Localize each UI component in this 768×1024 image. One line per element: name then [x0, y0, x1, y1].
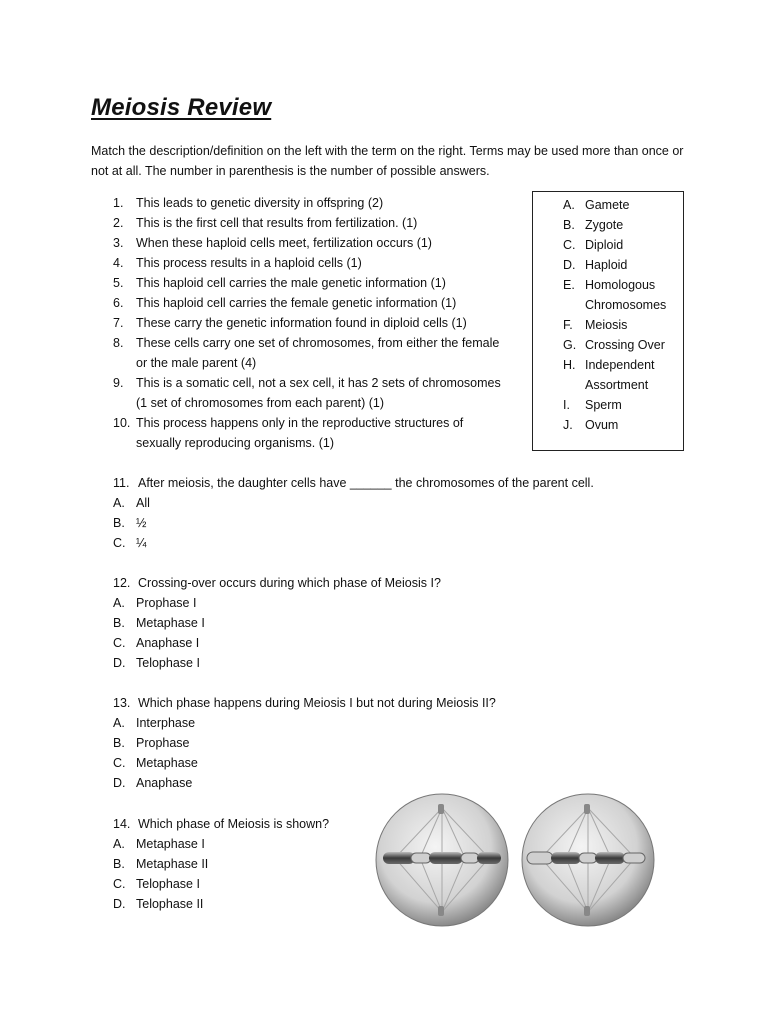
term-text: Zygote — [585, 218, 624, 232]
term-text: Sperm — [585, 398, 622, 412]
term-letter: B. — [563, 218, 575, 232]
option-text: ½ — [136, 516, 147, 530]
question-text: Which phase of Meiosis is shown? — [138, 817, 330, 831]
question-number: 13. — [113, 696, 131, 710]
term-letter: J. — [563, 418, 573, 432]
item-text: These carry the genetic information found in diploid cells (1) — [136, 316, 467, 330]
option-text: Anaphase — [136, 776, 193, 790]
item-number: 10. — [113, 416, 131, 430]
option-text: Telophase I — [136, 877, 200, 891]
item-text: (1 set of chromosomes from each parent) (1) — [136, 396, 385, 410]
option-text: Prophase I — [136, 596, 197, 610]
term-letter: E. — [563, 278, 575, 292]
option-text: ¼ — [136, 536, 147, 550]
option-text: Metaphase II — [136, 857, 209, 871]
term-text: Independent — [585, 358, 655, 372]
option-text: Metaphase I — [136, 616, 205, 630]
item-text: This process happens only in the reproductive structures of — [136, 416, 464, 430]
term-letter: A. — [563, 198, 575, 212]
page-title: Meiosis Review — [91, 94, 272, 121]
option-letter: A. — [113, 716, 125, 730]
option-text: Metaphase — [136, 756, 198, 770]
term-letter: D. — [563, 258, 576, 272]
instructions: Match the description/definition on the left with the term on the right. Terms may be used more than once or not at all. The number in parenthesis is the number of possible answers. — [91, 144, 684, 178]
term-letter: F. — [563, 318, 573, 332]
question-text: After meiosis, the daughter cells have ______ the chromosomes of the parent cell. — [138, 476, 594, 490]
item-text: This haploid cell carries the female genetic information (1) — [136, 296, 457, 310]
question-text: Which phase happens during Meiosis I but not during Meiosis II? — [138, 696, 496, 710]
item-text: This leads to genetic diversity in offspring (2) — [136, 196, 384, 210]
option-letter: C. — [113, 877, 126, 891]
item-text: This is a somatic cell, not a sex cell, it has 2 sets of chromosomes — [136, 376, 501, 390]
option-text: Interphase — [136, 716, 196, 730]
item-number: 3. — [113, 236, 124, 250]
term-text: Meiosis — [585, 318, 628, 332]
cell-left — [376, 794, 508, 926]
option-letter: D. — [113, 656, 126, 670]
item-text: This process results in a haploid cells (1) — [136, 256, 362, 270]
item-text: These cells carry one set of chromosomes, from either the female — [136, 336, 500, 350]
term-text: Haploid — [585, 258, 628, 272]
option-text: Prophase — [136, 736, 190, 750]
option-text: Telophase I — [136, 656, 200, 670]
cell-right — [522, 794, 654, 926]
option-letter: B. — [113, 857, 125, 871]
option-letter: D. — [113, 897, 126, 911]
option-letter: A. — [113, 837, 125, 851]
term-letter: I. — [563, 398, 570, 412]
option-letter: D. — [113, 776, 126, 790]
term-letter: H. — [563, 358, 576, 372]
option-letter: C. — [113, 756, 126, 770]
terms-box — [532, 191, 684, 451]
option-text: All — [136, 496, 150, 510]
option-letter: B. — [113, 516, 125, 530]
item-text: This haploid cell carries the male genetic information (1) — [136, 276, 446, 290]
option-letter: A. — [113, 596, 125, 610]
term-letter: G. — [563, 338, 577, 352]
item-number: 1. — [113, 196, 124, 210]
term-text: Gamete — [585, 198, 630, 212]
option-text: Anaphase I — [136, 636, 200, 650]
term-text: Ovum — [585, 418, 619, 432]
dividing-cells-illustration — [375, 790, 690, 930]
item-text: When these haploid cells meet, fertilization occurs (1) — [136, 236, 432, 250]
item-number: 5. — [113, 276, 124, 290]
item-number: 4. — [113, 256, 124, 270]
item-number: 2. — [113, 216, 124, 230]
option-letter: A. — [113, 496, 125, 510]
option-text: Metaphase I — [136, 837, 205, 851]
term-text: Chromosomes — [585, 298, 667, 312]
item-number: 6. — [113, 296, 124, 310]
question-number: 14. — [113, 817, 131, 831]
option-text: Telophase II — [136, 897, 204, 911]
term-letter: C. — [563, 238, 576, 252]
question-number: 11. — [113, 476, 130, 490]
item-text: This is the first cell that results from fertilization. (1) — [136, 216, 418, 230]
term-text: Assortment — [585, 378, 649, 392]
item-number: 8. — [113, 336, 124, 350]
term-text: Homologous — [585, 278, 656, 292]
term-text: Diploid — [585, 238, 624, 252]
question-text: Crossing-over occurs during which phase of Meiosis I? — [138, 576, 441, 590]
option-letter: B. — [113, 736, 125, 750]
option-letter: C. — [113, 536, 126, 550]
term-text: Crossing Over — [585, 338, 665, 352]
item-text: sexually reproducing organisms. (1) — [136, 436, 335, 450]
item-number: 7. — [113, 316, 124, 330]
item-text: or the male parent (4) — [136, 356, 257, 370]
option-letter: B. — [113, 616, 125, 630]
option-letter: C. — [113, 636, 126, 650]
item-number: 9. — [113, 376, 124, 390]
question-number: 12. — [113, 576, 131, 590]
